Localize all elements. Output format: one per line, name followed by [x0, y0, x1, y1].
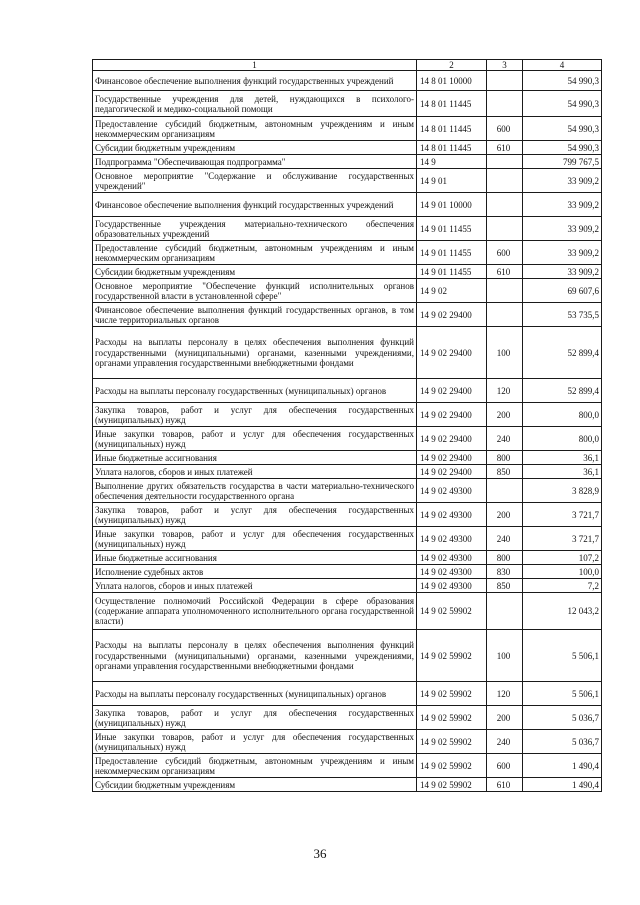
cell-code: 14 9 02 29400	[417, 465, 487, 479]
cell-code: 14 8 01 11445	[417, 141, 487, 155]
cell-code: 14 9 02 59902	[417, 630, 487, 682]
cell-type: 100	[487, 630, 523, 682]
column-number-row	[93, 60, 602, 71]
cell-name: Уплата налогов, сборов и иных платежей	[93, 579, 417, 593]
column-header-type: 3	[487, 60, 523, 71]
cell-type	[487, 303, 523, 327]
cell-code: 14 8 01 11445	[417, 91, 487, 117]
cell-amount: 36,1	[523, 451, 602, 465]
cell-type: 240	[487, 730, 523, 754]
table-row	[93, 503, 602, 527]
table-row	[93, 754, 602, 778]
cell-code: 14 9 02 29400	[417, 379, 487, 403]
cell-code: 14 9 02 59902	[417, 706, 487, 730]
table-row	[93, 155, 602, 169]
cell-amount: 7,2	[523, 579, 602, 593]
cell-name: Субсидии бюджетным учреждениям	[93, 141, 417, 155]
table-row	[93, 403, 602, 427]
table-row	[93, 71, 602, 91]
cell-amount: 800,0	[523, 403, 602, 427]
cell-amount: 100,0	[523, 565, 602, 579]
cell-amount: 33 909,2	[523, 193, 602, 217]
cell-name: Субсидии бюджетным учреждениям	[93, 265, 417, 279]
budget-table	[92, 59, 602, 792]
cell-name: Предоставление субсидий бюджетным, автономным учреждениям и иным некоммерческим организациям	[93, 241, 417, 265]
cell-amount: 1 490,4	[523, 754, 602, 778]
table-row	[93, 706, 602, 730]
cell-code: 14 9 02 59902	[417, 682, 487, 706]
cell-amount: 54 990,3	[523, 91, 602, 117]
cell-amount: 52 899,4	[523, 327, 602, 379]
cell-name: Уплата налогов, сборов и иных платежей	[93, 465, 417, 479]
cell-type: 120	[487, 682, 523, 706]
cell-name: Основное мероприятие "Обеспечение функций исполнительных органов государственной власти в установленной сфере"	[93, 279, 417, 303]
cell-type	[487, 193, 523, 217]
cell-code: 14 9 02 59902	[417, 778, 487, 792]
cell-name: Расходы на выплаты персоналу в целях обеспечения выполнения функций государственными (муниципальными) органами, казенными учреждениями, органами управления государственными внебюджетными фондами	[93, 630, 417, 682]
table-row	[93, 593, 602, 630]
cell-amount: 69 607,6	[523, 279, 602, 303]
cell-type: 200	[487, 706, 523, 730]
table-row	[93, 327, 602, 379]
cell-amount: 54 990,3	[523, 71, 602, 91]
table-row	[93, 241, 602, 265]
cell-code: 14 9 02 49300	[417, 551, 487, 565]
cell-amount: 3 828,9	[523, 479, 602, 503]
cell-type	[487, 155, 523, 169]
table-row	[93, 217, 602, 241]
cell-amount: 5 036,7	[523, 706, 602, 730]
cell-type	[487, 169, 523, 193]
cell-amount: 36,1	[523, 465, 602, 479]
cell-type: 240	[487, 527, 523, 551]
cell-code: 14 9 01 10000	[417, 193, 487, 217]
cell-name: Предоставление субсидий бюджетным, автономным учреждениям и иным некоммерческим организациям	[93, 117, 417, 141]
table-row	[93, 451, 602, 465]
table-row	[93, 279, 602, 303]
cell-code: 14 9 02	[417, 279, 487, 303]
cell-type: 610	[487, 265, 523, 279]
cell-code: 14 9	[417, 155, 487, 169]
cell-type: 610	[487, 778, 523, 792]
cell-name: Иные бюджетные ассигнования	[93, 451, 417, 465]
table-row	[93, 117, 602, 141]
cell-type	[487, 279, 523, 303]
cell-type: 120	[487, 379, 523, 403]
cell-amount: 33 909,2	[523, 169, 602, 193]
column-header-code: 2	[417, 60, 487, 71]
cell-code: 14 9 02 29400	[417, 451, 487, 465]
table-row	[93, 630, 602, 682]
page-number: 36	[313, 846, 327, 861]
cell-type: 830	[487, 565, 523, 579]
cell-code: 14 8 01 10000	[417, 71, 487, 91]
table-row	[93, 141, 602, 155]
cell-type: 600	[487, 241, 523, 265]
cell-name: Осуществление полномочий Российской Федерации в сфере образования (содержание аппарата уполномоченного исполнительного органа государственной власти)	[93, 593, 417, 630]
cell-amount: 33 909,2	[523, 241, 602, 265]
column-header-name: 1	[93, 60, 417, 71]
cell-type: 610	[487, 141, 523, 155]
table-row	[93, 427, 602, 451]
cell-code: 14 9 02 49300	[417, 479, 487, 503]
cell-name: Иные бюджетные ассигнования	[93, 551, 417, 565]
table-row	[93, 730, 602, 754]
cell-code: 14 9 02 49300	[417, 579, 487, 593]
cell-amount: 800,0	[523, 427, 602, 451]
cell-type: 800	[487, 551, 523, 565]
cell-type: 850	[487, 579, 523, 593]
cell-code: 14 9 02 59902	[417, 754, 487, 778]
cell-code: 14 9 02 29400	[417, 403, 487, 427]
cell-name: Основное мероприятие "Содержание и обслуживание государственных учреждений"	[93, 169, 417, 193]
cell-name: Закупка товаров, работ и услуг для обеспечения государственных (муниципальных) нужд	[93, 706, 417, 730]
cell-type: 600	[487, 754, 523, 778]
cell-type	[487, 91, 523, 117]
table-row	[93, 303, 602, 327]
cell-code: 14 9 02 59902	[417, 730, 487, 754]
table-row	[93, 465, 602, 479]
table-row	[93, 682, 602, 706]
cell-type: 850	[487, 465, 523, 479]
cell-name: Финансовое обеспечение выполнения функций государственных учреждений	[93, 193, 417, 217]
cell-amount: 54 990,3	[523, 141, 602, 155]
cell-name: Иные закупки товаров, работ и услуг для обеспечения государственных (муниципальных) нужд	[93, 427, 417, 451]
cell-code: 14 9 02 29400	[417, 303, 487, 327]
cell-type	[487, 479, 523, 503]
cell-type: 240	[487, 427, 523, 451]
cell-name: Исполнение судебных актов	[93, 565, 417, 579]
cell-name: Иные закупки товаров, работ и услуг для обеспечения государственных (муниципальных) нужд	[93, 730, 417, 754]
table-row	[93, 479, 602, 503]
cell-amount: 12 043,2	[523, 593, 602, 630]
cell-code: 14 9 01	[417, 169, 487, 193]
table-row	[93, 193, 602, 217]
cell-type: 800	[487, 451, 523, 465]
cell-type: 200	[487, 403, 523, 427]
cell-amount: 54 990,3	[523, 117, 602, 141]
budget-table-page	[92, 59, 601, 792]
cell-amount: 5 036,7	[523, 730, 602, 754]
table-body	[93, 71, 602, 792]
cell-amount: 5 506,1	[523, 630, 602, 682]
cell-name: Закупка товаров, работ и услуг для обеспечения государственных (муниципальных) нужд	[93, 503, 417, 527]
cell-amount: 107,2	[523, 551, 602, 565]
cell-type	[487, 593, 523, 630]
cell-amount: 33 909,2	[523, 217, 602, 241]
cell-code: 14 8 01 11445	[417, 117, 487, 141]
cell-amount: 799 767,5	[523, 155, 602, 169]
cell-name: Расходы на выплаты персоналу государственных (муниципальных) органов	[93, 682, 417, 706]
cell-type: 600	[487, 117, 523, 141]
table-row	[93, 91, 602, 117]
table-row	[93, 169, 602, 193]
cell-name: Субсидии бюджетным учреждениям	[93, 778, 417, 792]
table-row	[93, 778, 602, 792]
cell-type	[487, 217, 523, 241]
cell-name: Выполнение других обязательств государства в части материально-технического обеспечения деятельности государственного органа	[93, 479, 417, 503]
table-row	[93, 579, 602, 593]
cell-name: Расходы на выплаты персоналу государственных (муниципальных) органов	[93, 379, 417, 403]
cell-name: Иные закупки товаров, работ и услуг для обеспечения государственных (муниципальных) нужд	[93, 527, 417, 551]
cell-code: 14 9 01 11455	[417, 265, 487, 279]
table-row	[93, 265, 602, 279]
cell-amount: 1 490,4	[523, 778, 602, 792]
cell-name: Финансовое обеспечение выполнения функций государственных органов, в том числе территориальных органов	[93, 303, 417, 327]
cell-code: 14 9 01 11455	[417, 217, 487, 241]
table-row	[93, 551, 602, 565]
cell-name: Закупка товаров, работ и услуг для обеспечения государственных (муниципальных) нужд	[93, 403, 417, 427]
cell-name: Государственные учреждения для детей, нуждающихся в психолого-педагогической и медико-социальной помощи	[93, 91, 417, 117]
cell-code: 14 9 02 49300	[417, 503, 487, 527]
cell-amount: 52 899,4	[523, 379, 602, 403]
cell-name: Расходы на выплаты персоналу в целях обеспечения выполнения функций государственными (муниципальными) органами, казенными учреждениями, органами управления государственными внебюджетными фондами	[93, 327, 417, 379]
cell-amount: 3 721,7	[523, 503, 602, 527]
cell-type: 200	[487, 503, 523, 527]
cell-amount: 53 735,5	[523, 303, 602, 327]
cell-name: Финансовое обеспечение выполнения функций государственных учреждений	[93, 71, 417, 91]
cell-type	[487, 71, 523, 91]
cell-amount: 33 909,2	[523, 265, 602, 279]
cell-type: 100	[487, 327, 523, 379]
table-row	[93, 527, 602, 551]
cell-code: 14 9 02 29400	[417, 327, 487, 379]
cell-name: Подпрограмма "Обеспечивающая подпрограмма"	[93, 155, 417, 169]
table-row	[93, 379, 602, 403]
cell-code: 14 9 02 59902	[417, 593, 487, 630]
cell-code: 14 9 01 11455	[417, 241, 487, 265]
cell-code: 14 9 02 49300	[417, 565, 487, 579]
cell-name: Государственные учреждения материально-технического обеспечения образовательных учреждений	[93, 217, 417, 241]
cell-amount: 3 721,7	[523, 527, 602, 551]
column-header-amount: 4	[523, 60, 602, 71]
cell-code: 14 9 02 49300	[417, 527, 487, 551]
cell-amount: 5 506,1	[523, 682, 602, 706]
cell-name: Предоставление субсидий бюджетным, автономным учреждениям и иным некоммерческим организациям	[93, 754, 417, 778]
table-row	[93, 565, 602, 579]
cell-code: 14 9 02 29400	[417, 427, 487, 451]
